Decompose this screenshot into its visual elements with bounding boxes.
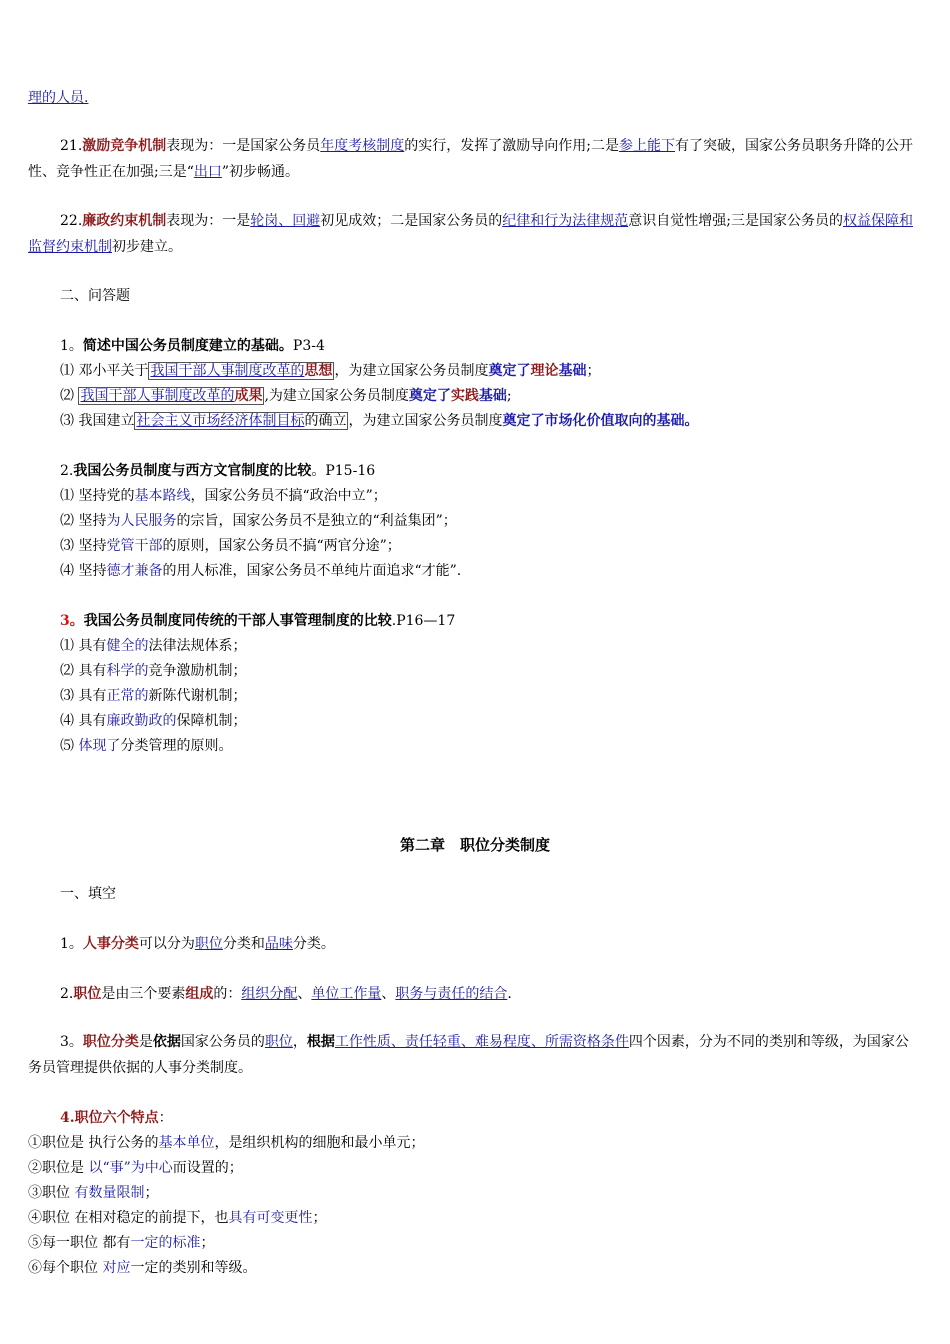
text: ， [292, 1034, 307, 1050]
highlight: 以“事”为中心 [88, 1160, 173, 1176]
text: 有了突破，国家公务员职务升降的公开性、竞争性正在加强;三是“ [28, 138, 913, 180]
keyword: 基础 [478, 388, 507, 404]
text: ; [506, 388, 512, 404]
page-ref: P3-4 [292, 338, 325, 354]
text: 的用人标准，国家公务员不单纯片面追求“才能”. [162, 563, 462, 579]
question-1-item-2 [60, 386, 512, 406]
section-heading-fill: 一、填空 [60, 886, 116, 902]
list-item [60, 636, 246, 656]
text: 分类。 [292, 936, 335, 952]
keyword: 基础 [558, 363, 587, 379]
text: 法律法规体系； [148, 638, 247, 654]
text: 的实行，发挥了激励导向作用;二是 [404, 138, 619, 154]
text: ③职位 [28, 1185, 75, 1201]
text: 一定的类别和等级。 [130, 1260, 257, 1276]
list-item [28, 1208, 326, 1228]
text: ⑸ [60, 738, 79, 754]
text: 的确立 [304, 413, 347, 429]
list-item [60, 486, 387, 506]
text: ⑶ 坚持 [60, 538, 107, 554]
separator: 、 [297, 986, 312, 1002]
link-market-economy[interactable]: 社会主义市场经济体制目标 [136, 413, 305, 429]
term-title: 激励竞争机制 [82, 138, 167, 154]
highlight: 正常的 [106, 688, 149, 704]
section-heading-qa: 二、问答题 [60, 288, 130, 304]
fill-item-1 [60, 934, 335, 954]
keyword: 理论 [530, 363, 559, 379]
item-number: 4. [60, 1110, 75, 1126]
text: ，国家公务员不搞“政治中立”； [190, 488, 387, 504]
item-number: 3。 [60, 613, 84, 629]
keyword: 根据 [306, 1034, 335, 1050]
item-number: 22. [60, 213, 83, 229]
text: ⑵ [60, 388, 79, 404]
question-title: 简述中国公务员制度建立的基础。 [82, 338, 293, 354]
text: ： [158, 1110, 173, 1126]
list-item [60, 686, 246, 706]
term-title: 人事分类 [82, 936, 139, 952]
text: 可以分为 [138, 936, 195, 952]
list-item [60, 711, 246, 731]
text: ⑵ 具有 [60, 663, 107, 679]
text: ⑴ 坚持党的 [60, 488, 135, 504]
boxed-phrase [134, 412, 348, 430]
highlight: 为人民服务 [106, 513, 177, 529]
top-link[interactable]: 理的人员. [28, 90, 89, 106]
list-item [60, 561, 461, 581]
question-1-item-1 [60, 361, 600, 381]
question-2-title [60, 461, 375, 481]
text: ,为建立国家公务员制度 [264, 388, 409, 404]
term-title: 职位分类 [82, 1034, 139, 1050]
highlight: 党管干部 [106, 538, 163, 554]
link-annual-assessment[interactable]: 年度考核制度 [320, 138, 405, 154]
text: . [507, 986, 512, 1002]
link-workload[interactable]: 单位工作量 [311, 986, 382, 1002]
highlight: 思想 [304, 363, 333, 379]
link-rights[interactable]: 权益保障和监督约束机制 [28, 213, 913, 255]
text: ； [312, 1210, 327, 1226]
highlight: 成果 [234, 388, 263, 404]
text: ⑶ 具有 [60, 688, 107, 704]
question-title: 我国公务员制度与西方文官制度的比较 [73, 463, 312, 479]
text: 竞争激励机制； [148, 663, 247, 679]
highlight: 廉政勤政的 [106, 713, 177, 729]
text: ⑶ 我国建立 [60, 413, 135, 429]
link-rotation[interactable]: 轮岗、回避 [250, 213, 321, 229]
text: 的原则，国家公务员不搞“两官分途”； [162, 538, 401, 554]
highlight: 科学的 [106, 663, 149, 679]
keyword: 奠定了 [488, 363, 531, 379]
text: ⑥每个职位 [28, 1260, 103, 1276]
text: 新陈代谢机制； [148, 688, 247, 704]
list-item [28, 1133, 424, 1153]
chapter-title: 第二章 职位分类制度 [399, 836, 550, 854]
term-title: 职位六个特点 [74, 1110, 159, 1126]
page-ref: .P16—17 [391, 613, 456, 629]
text: ⑷ 坚持 [60, 563, 107, 579]
text: ⑴ 邓小平关于 [60, 363, 149, 379]
term-title: 廉政约束机制 [82, 213, 167, 229]
text: 表现为：一是 [166, 213, 251, 229]
highlight: 有数量限制 [74, 1185, 145, 1201]
text: ⑷ 具有 [60, 713, 107, 729]
highlight: 对应 [102, 1260, 131, 1276]
list-item [28, 1233, 214, 1253]
link-four-factors[interactable]: 工作性质、责任轻重、难易程度、所需资格条件 [334, 1034, 629, 1050]
term-title: 职位 [73, 986, 102, 1002]
continued-text [28, 88, 88, 108]
question-1-item-3 [60, 411, 698, 431]
text: ⑵ 坚持 [60, 513, 107, 529]
highlight: 基本路线 [134, 488, 191, 504]
fill-item-22 [28, 208, 922, 260]
list-item [28, 1258, 256, 1278]
text: 国家公务员的 [180, 1034, 265, 1050]
link-reform-result[interactable]: 我国干部人事制度改革的 [80, 388, 235, 404]
text: 保障机制； [176, 713, 247, 729]
highlight: 一定的标准 [130, 1235, 201, 1251]
fill-item-4-title [60, 1108, 173, 1128]
text: 初步建立。 [112, 239, 182, 255]
text: 的： [213, 986, 242, 1002]
text: ④职位 在相对稳定的前提下，也 [28, 1210, 229, 1226]
text: ； [200, 1235, 215, 1251]
text: ，为建立国家公务员制度 [334, 363, 489, 379]
question-title: 我国公务员制度同传统的干部人事管理制度的比较 [83, 613, 392, 629]
fill-item-21 [28, 133, 922, 185]
item-number: 1。 [60, 936, 83, 952]
link-discipline[interactable]: 纪律和行为法律规范 [502, 213, 629, 229]
link-rank[interactable]: 品味 [264, 936, 293, 952]
highlight: 体现了 [78, 738, 121, 754]
fill-item-3 [28, 1029, 922, 1081]
text: ①职位是 执行公务的 [28, 1135, 159, 1151]
text: 而设置的； [172, 1160, 243, 1176]
list-item [28, 1158, 243, 1178]
link-duty-responsibility[interactable]: 职务与责任的结合 [395, 986, 508, 1002]
list-item [60, 661, 246, 681]
text: ⑤每一职位 都有 [28, 1235, 131, 1251]
highlight: 基本单位 [158, 1135, 215, 1151]
text: ，是组织机构的细胞和最小单元； [214, 1135, 425, 1151]
keyword: 依据 [152, 1034, 181, 1050]
text: 四个因素，分为不同的类别和等级，为国家公务员管理提供依据的人事分类制度。 [28, 1034, 909, 1076]
fill-item-2 [60, 984, 512, 1004]
text: 分类管理的原则。 [120, 738, 233, 754]
keyword: 奠定了 [408, 388, 451, 404]
list-item [60, 536, 401, 556]
text: 意识自觉性增强;三是国家公务员的 [628, 213, 843, 229]
keyword: 实践 [450, 388, 479, 404]
list-item [60, 736, 232, 756]
text: ； [586, 363, 601, 379]
keyword: 奠定了市场化价值取向的基础。 [502, 413, 699, 429]
item-number: 3。 [60, 1034, 83, 1050]
highlight: 健全的 [106, 638, 149, 654]
separator: 、 [381, 986, 396, 1002]
text: ，为建立国家公务员制度 [348, 413, 503, 429]
highlight: 德才兼备 [106, 563, 163, 579]
item-number: 21. [60, 138, 83, 154]
item-number: 2. [60, 463, 74, 479]
text: ； [144, 1185, 159, 1201]
keyword: 组成 [185, 986, 214, 1002]
text: ②职位是 [28, 1160, 89, 1176]
text: 是由三个要素 [101, 986, 186, 1002]
text: ”初步畅通。 [221, 164, 300, 180]
text: ⑴ 具有 [60, 638, 107, 654]
text: 是 [138, 1034, 153, 1050]
item-number: 1。 [60, 338, 83, 354]
link-org-assignment[interactable]: 组织分配 [241, 986, 298, 1002]
question-3-title [60, 611, 455, 631]
list-item [60, 511, 457, 531]
boxed-phrase [148, 362, 334, 380]
item-number: 2. [60, 986, 74, 1002]
list-item [28, 1183, 158, 1203]
boxed-phrase [78, 387, 264, 405]
link-exit[interactable]: 出口 [193, 164, 222, 180]
link-position[interactable]: 职位 [194, 936, 223, 952]
link-promotion[interactable]: 参上能下 [618, 138, 675, 154]
question-1-title [60, 336, 325, 356]
text: 的宗旨，国家公务员不是独立的“利益集团”； [176, 513, 457, 529]
highlight: 具有可变更性 [228, 1210, 313, 1226]
text: 初见成效；二是国家公务员的 [320, 213, 503, 229]
page-ref: 。P15-16 [311, 463, 376, 479]
link-reform-thought[interactable]: 我国干部人事制度改革的 [150, 363, 305, 379]
link-position[interactable]: 职位 [264, 1034, 293, 1050]
text: 分类和 [222, 936, 265, 952]
text: 表现为：一是国家公务员 [166, 138, 321, 154]
